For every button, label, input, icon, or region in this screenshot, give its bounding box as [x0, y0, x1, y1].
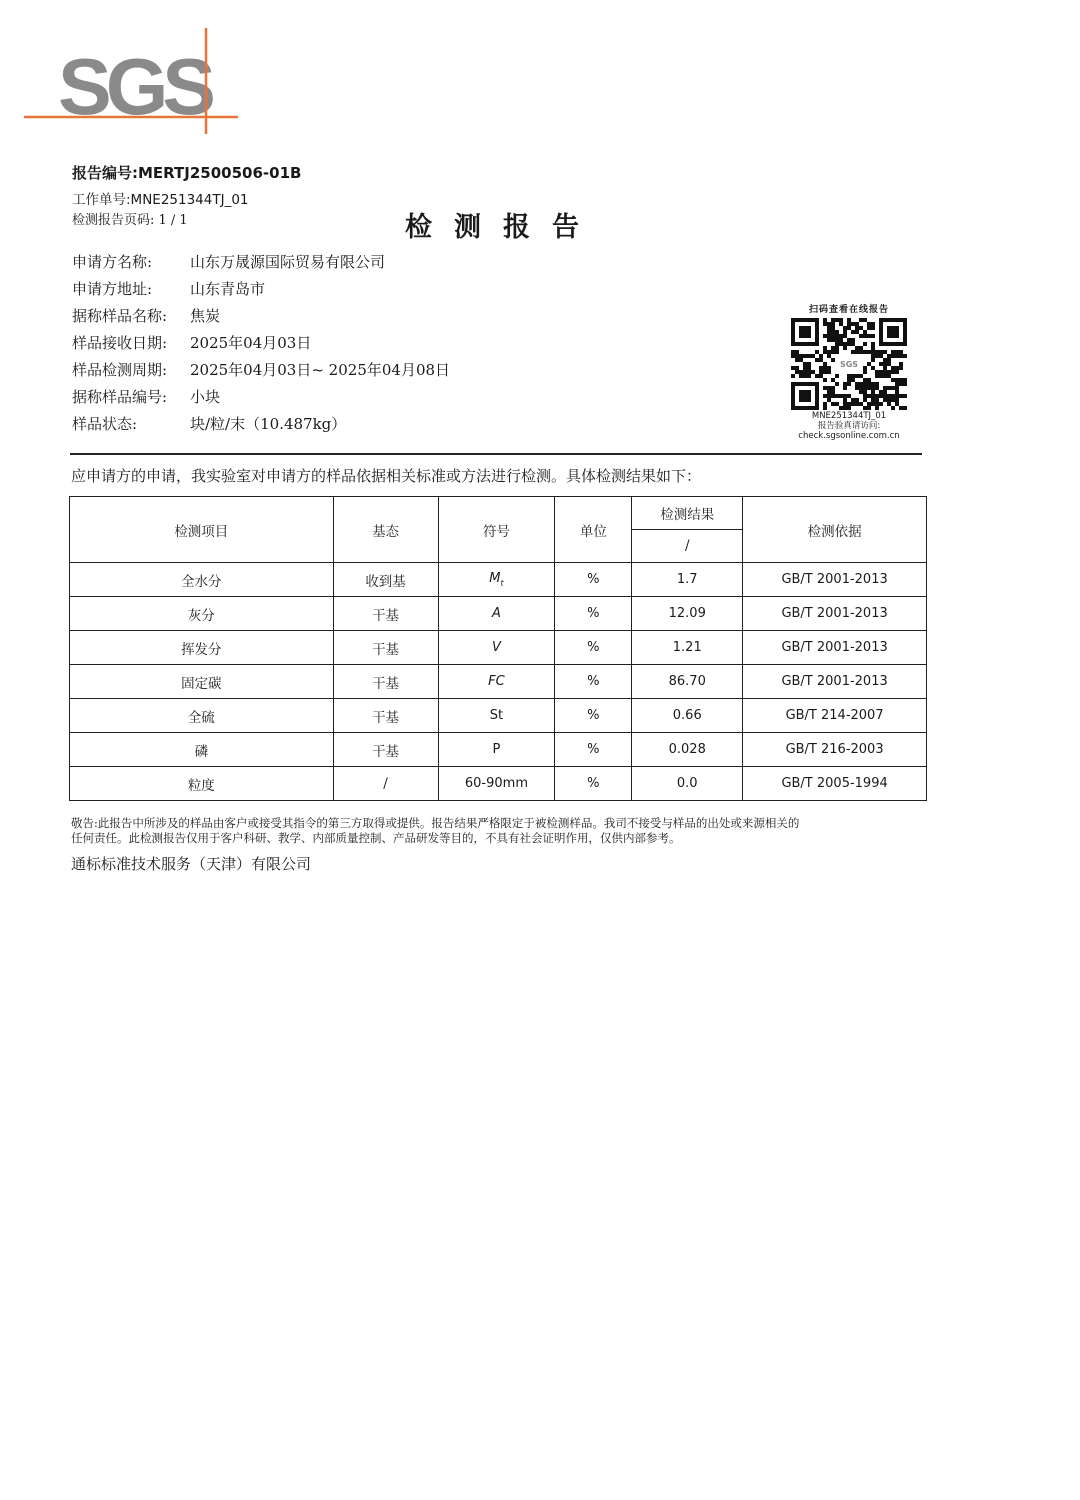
- qr-center-logo: SGS: [839, 360, 859, 369]
- cell-symbol: [438, 563, 555, 597]
- field-label: 据称样品名称:: [72, 307, 168, 325]
- cell-symbol: A: [438, 597, 555, 631]
- cell-basis: 收到基: [333, 563, 438, 597]
- cell-method: GB/T 216-2003: [743, 733, 927, 767]
- svg-text:SGS: SGS: [58, 42, 214, 131]
- symbol-main: M: [489, 571, 501, 587]
- cell-item: 挥发分: [70, 631, 334, 665]
- qr-report-code: MNE251344TJ_01: [811, 411, 887, 421]
- table-row: [70, 597, 927, 631]
- issuing-company: 通标标准技术服务（天津）有限公司: [71, 855, 312, 873]
- header-divider: [70, 453, 922, 455]
- field-value: 小块: [190, 388, 221, 406]
- cell-item: 灰分: [70, 597, 334, 631]
- disclaimer-line: 敬告:此报告中所涉及的样品由客户或接受其指令的第三方取得或提供。报告结果严格限定于被检测样品。我司不接受与样品的出处或来源相关的: [71, 816, 800, 830]
- received-date-row: [72, 330, 450, 357]
- cell-basis: 干基: [333, 597, 438, 631]
- cell-result: 0.66: [632, 699, 743, 733]
- cell-basis: 干基: [333, 733, 438, 767]
- table-row: [70, 699, 927, 733]
- header-result-sub: /: [632, 530, 743, 563]
- cell-basis: 干基: [333, 631, 438, 665]
- report-number: 报告编号:MERTJ2500506-01B: [72, 164, 302, 182]
- cell-result: 12.09: [632, 597, 743, 631]
- cell-unit: %: [555, 563, 632, 597]
- header-test-item: 检测项目: [70, 497, 334, 563]
- cell-unit: %: [555, 733, 632, 767]
- cell-symbol: St: [438, 699, 555, 733]
- applicant-name-row: [72, 249, 450, 276]
- cell-result: 86.70: [632, 665, 743, 699]
- cell-unit: %: [555, 699, 632, 733]
- cell-symbol: P: [438, 733, 555, 767]
- qr-code-icon[interactable]: [791, 318, 907, 410]
- work-order-number: 工作单号:MNE251344TJ_01: [72, 192, 249, 208]
- sgs-logo-graphic: [20, 28, 242, 136]
- cell-method: GB/T 2001-2013: [743, 631, 927, 665]
- cell-item: 固定碳: [70, 665, 334, 699]
- field-value: 山东万晟源国际贸易有限公司: [190, 253, 386, 271]
- test-statement: 应申请方的申请，我实验室对申请方的样品依据相关标准或方法进行检测。具体检测结果如下：: [71, 467, 702, 485]
- field-value: 2025年04月03日: [190, 334, 312, 352]
- disclaimer: [71, 816, 931, 846]
- sample-number-row: [72, 384, 450, 411]
- qr-caption: 扫码查看在线报告: [808, 305, 889, 315]
- cell-item: 全水分: [70, 563, 334, 597]
- qr-verify-text: 报告验真请访问:: [817, 421, 881, 431]
- cell-symbol: 60-90mm: [438, 767, 555, 801]
- header-basis: 基态: [333, 497, 438, 563]
- cell-item: 全硫: [70, 699, 334, 733]
- sgs-logo: [20, 28, 242, 136]
- cell-unit: %: [555, 597, 632, 631]
- sample-name-row: [72, 303, 450, 330]
- cell-basis: 干基: [333, 665, 438, 699]
- sample-status-row: [72, 411, 450, 438]
- document-title: 检测报告: [405, 212, 601, 243]
- cell-method: GB/T 2001-2013: [743, 665, 927, 699]
- page-number: 检测报告页码: 1 / 1: [72, 213, 188, 228]
- disclaimer-line: 任何责任。此检测报告仅用于客户科研、教学、内部质量控制、产品研发等目的，不具有社会证明作用，仅供内部参考。: [71, 831, 681, 845]
- table-row: [70, 563, 927, 597]
- field-label: 申请方地址:: [72, 280, 153, 298]
- cell-method: GB/T 214-2007: [743, 699, 927, 733]
- field-value: 焦炭: [190, 307, 221, 325]
- field-value: 块/粒/末（10.487kg）: [190, 415, 347, 433]
- applicant-address-row: [72, 276, 450, 303]
- cell-method: GB/T 2001-2013: [743, 597, 927, 631]
- cell-result: 1.21: [632, 631, 743, 665]
- cell-unit: %: [555, 665, 632, 699]
- field-label: 申请方名称:: [72, 253, 153, 271]
- header-symbol: 符号: [438, 497, 555, 563]
- applicant-info: [72, 249, 450, 438]
- qr-verify-url[interactable]: check.sgsonline.com.cn: [798, 431, 900, 441]
- cell-result: 1.7: [632, 563, 743, 597]
- cell-basis: 干基: [333, 699, 438, 733]
- cell-result: 0.0: [632, 767, 743, 801]
- cell-method: GB/T 2001-2013: [743, 563, 927, 597]
- field-value: 山东青岛市: [190, 280, 266, 298]
- table-row: [70, 631, 927, 665]
- cell-symbol: V: [438, 631, 555, 665]
- cell-item: 磷: [70, 733, 334, 767]
- cell-unit: %: [555, 767, 632, 801]
- test-period-row: [72, 357, 450, 384]
- header-result: 检测结果: [632, 497, 743, 530]
- symbol-subscript: t: [500, 578, 504, 588]
- field-label: 样品状态:: [72, 415, 138, 433]
- field-value: 2025年04月03日~ 2025年04月08日: [190, 361, 451, 379]
- field-label: 样品检测周期:: [72, 361, 168, 379]
- field-label: 样品接收日期:: [72, 334, 168, 352]
- table-row: [70, 767, 927, 801]
- cell-symbol: FC: [438, 665, 555, 699]
- table-row: [70, 733, 927, 767]
- cell-unit: %: [555, 631, 632, 665]
- field-label: 据称样品编号:: [72, 388, 168, 406]
- cell-method: GB/T 2005-1994: [743, 767, 927, 801]
- cell-result: 0.028: [632, 733, 743, 767]
- cell-item: 粒度: [70, 767, 334, 801]
- results-table: [69, 496, 927, 801]
- table-row: [70, 665, 927, 699]
- cell-basis: /: [333, 767, 438, 801]
- header-unit: 单位: [555, 497, 632, 563]
- header-method: 检测依据: [743, 497, 927, 563]
- verification-qr[interactable]: [784, 305, 914, 455]
